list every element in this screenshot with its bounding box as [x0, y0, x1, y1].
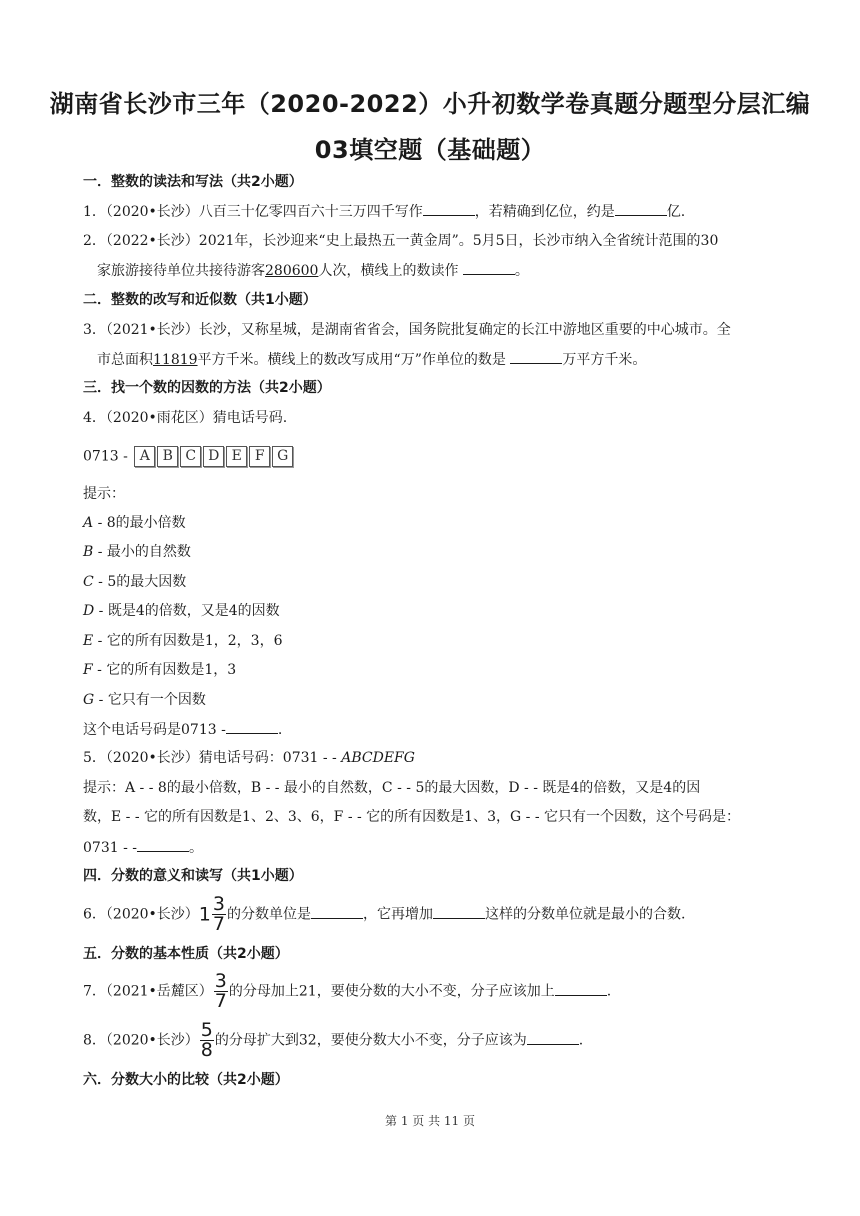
answer-blank[interactable]: [311, 904, 363, 919]
section-heading-4: 四．分数的意义和读写（共1小题）: [83, 868, 303, 884]
answer-blank[interactable]: [510, 349, 562, 364]
section-heading-1: 一．整数的读法和写法（共2小题）: [83, 174, 303, 190]
hint-item-f: F - 它的所有因数是1，3: [83, 662, 237, 678]
question-3-line-2: 市总面积11819平方千米。横线上的数改写成用“万”作单位的数是 万平方千米。: [97, 349, 646, 370]
question-1: 1．（2020•长沙）八百三十亿零四百六十三万四千写作 ，若精确到亿位，约是 亿.: [83, 201, 685, 222]
document-subtitle: 03填空题（基础题）: [314, 136, 546, 164]
question-5-line-2: 提示：A - - 8的最小倍数，B - - 最小的自然数，C - - 5的最大因数，D - - 既是4的倍数，又是4的因: [83, 780, 701, 796]
answer-blank[interactable]: [226, 719, 278, 734]
fraction-5-8: $\frac{5}{8}$: [200, 1019, 213, 1061]
question-5-head: 5．（2020•长沙）猜电话号码：0731 - - ABCDEFG: [83, 750, 415, 766]
question-6: 6．（2020•长沙）1 $\frac{3}{7}$ 的分数单位是 ，它再增加 这样的分数单位就是最小的合数.: [83, 893, 686, 935]
underlined-number: 11819: [153, 352, 198, 368]
hint-label: 提示：: [83, 486, 125, 502]
answer-blank[interactable]: [423, 201, 475, 216]
mixed-number-whole: 1: [198, 903, 211, 926]
question-4-head: 4．（2020•雨花区）猜电话号码.: [83, 410, 288, 426]
section-heading-3: 三．找一个数的因数的方法（共2小题）: [83, 380, 331, 396]
phone-number-prompt: 0713 - A B C D E F G: [83, 446, 295, 467]
hint-item-e: E - 它的所有因数是1，2，3，6: [83, 633, 283, 649]
letter-box-b: B: [157, 446, 178, 467]
question-2-line-2: 家旅游接待单位共接待游客280600人次，横线上的数读作 。: [97, 260, 529, 281]
question-7: 7．（2021•岳麓区） $\frac{3}{7}$ 的分母加上21，要使分数的大小不变，分子应该加上 .: [83, 970, 612, 1012]
section-heading-6: 六．分数大小的比较（共2小题）: [83, 1072, 289, 1088]
section-heading-5: 五．分数的基本性质（共2小题）: [83, 946, 289, 962]
question-8: 8．（2020•长沙） $\frac{5}{8}$ 的分母扩大到32，要使分数大小不变，分子应该为 .: [83, 1019, 584, 1061]
hint-item-c: C - 5的最大因数: [83, 574, 187, 590]
answer-blank[interactable]: [615, 201, 667, 216]
hint-item-g: G - 它只有一个因数: [83, 692, 206, 708]
question-5-line-3: 数，E - - 它的所有因数是1、2、3、6，F - - 它的所有因数是1、3，G - - 它只有一个因数，这个号码是：: [83, 809, 740, 825]
question-3-line-1: 3．（2021•长沙）长沙，又称星城，是湖南省省会，国务院批复确定的长江中游地区重要的中心城市。全: [83, 322, 731, 338]
question-2-line-1: 2．（2022•长沙）2021年，长沙迎来“史上最热五一黄金周”。5月5日，长沙市纳入全省统计范围的30: [83, 233, 719, 249]
answer-blank[interactable]: [137, 837, 189, 852]
section-heading-2: 二．整数的改写和近似数（共1小题）: [83, 292, 317, 308]
hint-item-b: B - 最小的自然数: [83, 544, 191, 560]
question-5-answer: 0731 - - 。: [83, 837, 203, 858]
fraction-3-7: $\frac{3}{7}$: [214, 970, 227, 1012]
hint-item-a: A - 8的最小倍数: [83, 515, 186, 531]
letter-box-c: C: [180, 446, 201, 467]
answer-blank[interactable]: [433, 904, 485, 919]
answer-blank[interactable]: [463, 260, 515, 275]
letter-box-e: E: [226, 446, 247, 467]
question-4-answer: 这个电话号码是0713 - .: [83, 719, 282, 740]
hint-item-d: D - 既是4的倍数，又是4的因数: [83, 603, 280, 619]
underlined-number: 280600: [265, 263, 319, 279]
letter-box-f: F: [249, 446, 270, 467]
answer-blank[interactable]: [527, 1030, 579, 1045]
letter-box-g: G: [272, 446, 293, 467]
fraction-3-7: $\frac{3}{7}$: [212, 893, 225, 935]
document-title: 湖南省长沙市三年（2020-2022）小升初数学卷真题分题型分层汇编: [49, 90, 811, 118]
letter-box-d: D: [203, 446, 224, 467]
letter-box-a: A: [134, 446, 155, 467]
page-footer: 第 1 页 共 11 页: [385, 1114, 475, 1128]
letter-boxes: [134, 446, 295, 467]
answer-blank[interactable]: [555, 981, 607, 996]
